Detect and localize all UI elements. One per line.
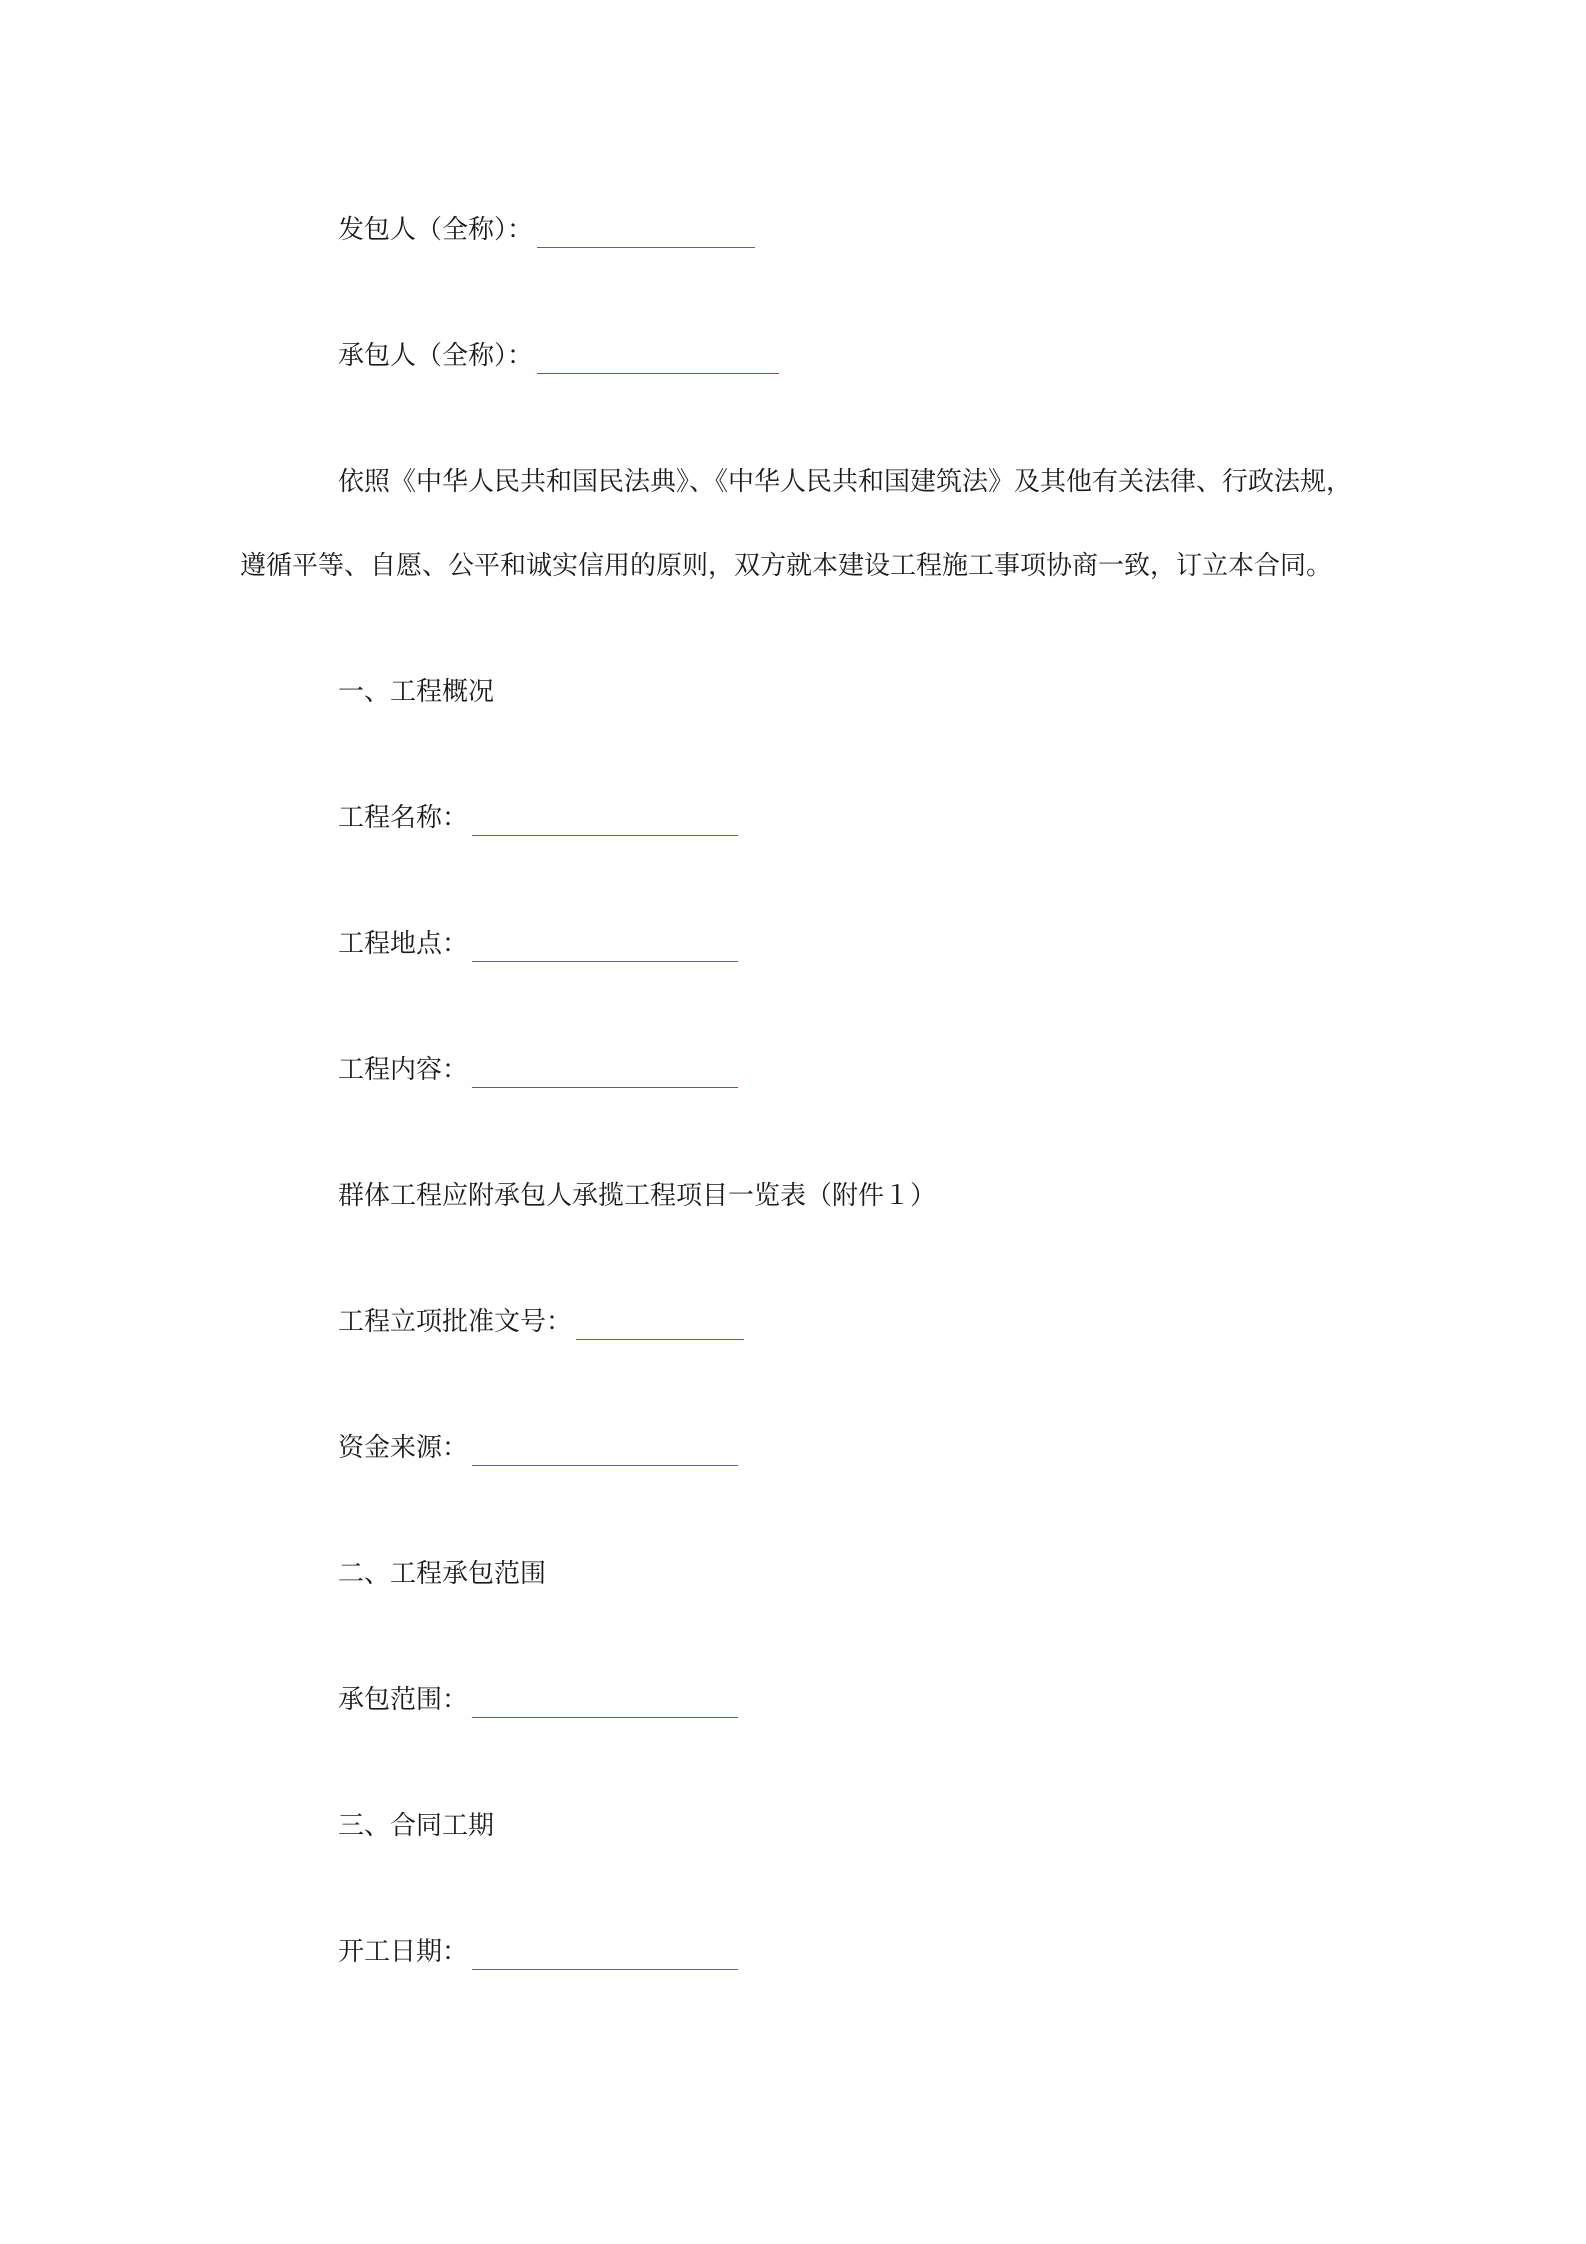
section1-title: 一、工程概况 bbox=[338, 677, 495, 707]
employer-label: 发包人（全称）： bbox=[338, 215, 534, 245]
project-name-blank[interactable] bbox=[472, 807, 738, 836]
start-date-field bbox=[338, 1934, 738, 1970]
contractor-blank[interactable] bbox=[537, 345, 779, 374]
employer-blank[interactable] bbox=[537, 219, 755, 248]
project-location-label: 工程地点： bbox=[338, 929, 469, 959]
project-content-blank[interactable] bbox=[472, 1059, 738, 1088]
project-name-label: 工程名称： bbox=[338, 803, 469, 833]
project-content-label: 工程内容： bbox=[338, 1055, 469, 1085]
contractor-label: 承包人（全称）： bbox=[338, 341, 534, 371]
project-location-field bbox=[338, 926, 738, 962]
project-content-field bbox=[338, 1052, 738, 1088]
start-date-blank[interactable] bbox=[472, 1941, 738, 1970]
start-date-label: 开工日期： bbox=[338, 1937, 469, 1967]
funding-source-label: 资金来源： bbox=[338, 1433, 469, 1463]
scope-blank[interactable] bbox=[472, 1689, 738, 1718]
section2-title: 二、工程承包范围 bbox=[338, 1559, 547, 1589]
scope-label: 承包范围： bbox=[338, 1685, 469, 1715]
funding-source-blank[interactable] bbox=[472, 1437, 738, 1466]
contractor-field bbox=[338, 338, 779, 374]
employer-field bbox=[338, 212, 755, 248]
approval-no-blank[interactable] bbox=[576, 1311, 744, 1340]
funding-source-field bbox=[338, 1430, 738, 1466]
section3-title: 三、合同工期 bbox=[338, 1811, 495, 1841]
approval-no-field bbox=[338, 1304, 744, 1340]
preamble-paragraph: 依照《中华人民共和国民法典》、《中华人民共和国建筑法》及其他有关法律、行政法规，遵循平等、自愿、公平和诚实信用的原则，双方就本建设工程施工事项协商一致，订立本合同。 bbox=[240, 467, 1353, 581]
scope-field bbox=[338, 1682, 738, 1718]
approval-no-label: 工程立项批准文号： bbox=[338, 1307, 573, 1337]
group-project-note: 群体工程应附承包人承揽工程项目一览表（附件１） bbox=[338, 1181, 937, 1211]
project-location-blank[interactable] bbox=[472, 933, 738, 962]
project-name-field bbox=[338, 800, 738, 836]
